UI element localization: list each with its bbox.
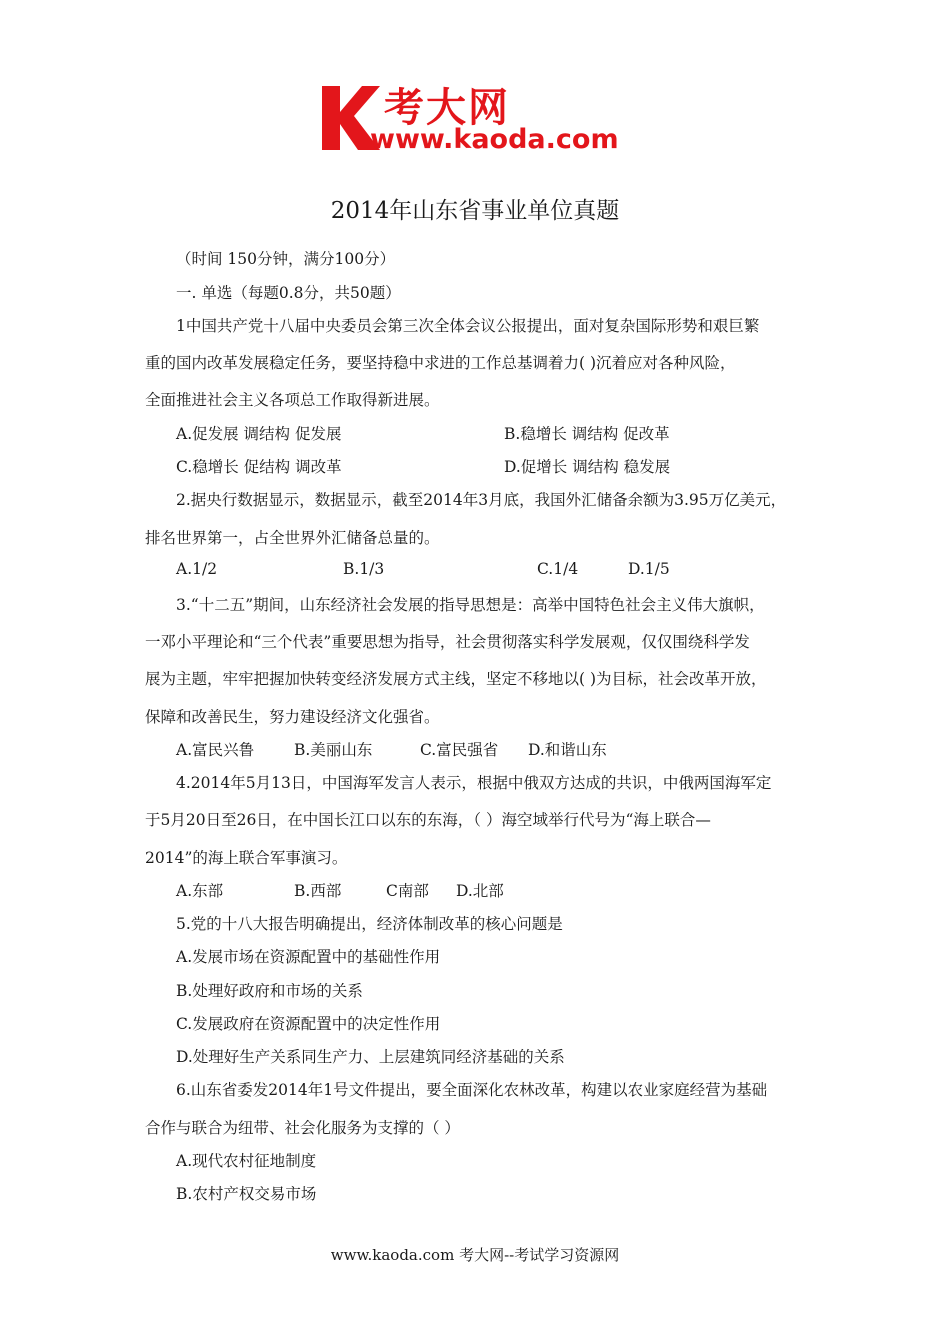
q3-option-b: B.美丽山东 [294, 741, 373, 759]
q3-option-c: C.富民强省 [420, 741, 499, 759]
q3-line-2: 一邓小平理论和“三个代表”重要思想为指导，社会贯彻落实科学发展观，仅仅围绕科学发 [145, 633, 750, 651]
q3-line-1: 3.“十二五”期间，山东经济社会发展的指导思想是：高举中国特色社会主义伟大旗帜， [176, 596, 765, 614]
q2-line-2: 排名世界第一，占全世界外汇储备总量的。 [145, 529, 440, 547]
q6-option-b: B.农村产权交易市场 [176, 1185, 317, 1203]
q4-option-c: C南部 [386, 882, 429, 900]
q1-option-a: A.促发展 调结构 促发展 [176, 425, 342, 443]
q3-line-3: 展为主题，牢牢把握加快转变经济发展方式主线，坚定不移地以( )为目标，社会改革开放， [145, 670, 767, 688]
q2-option-c: C.1/4 [537, 560, 579, 578]
q1-option-b: B.稳增长 调结构 促改革 [504, 425, 670, 443]
q1-line-2: 重的国内改革发展稳定任务，要坚持稳中求进的工作总基调着力( )沉着应对各种风险， [145, 354, 736, 372]
q3-line-4: 保障和改善民生，努力建设经济文化强省。 [145, 708, 440, 726]
q4-line-3: 2014”的海上联合军事演习。 [145, 849, 348, 867]
q2-option-b: B.1/3 [343, 560, 385, 578]
q4-option-a: A.东部 [176, 882, 224, 900]
q1-option-d: D.促增长 调结构 稳发展 [504, 458, 671, 476]
section-heading: 一. 单选（每题0.8分，共50题） [176, 284, 401, 302]
q5-option-a: A.发展市场在资源配置中的基础性作用 [176, 948, 441, 966]
q5-option-c: C.发展政府在资源配置中的决定性作用 [176, 1015, 441, 1033]
exam-meta: （时间 150分钟，满分100分） [176, 250, 396, 268]
q1-line-1: 1中国共产党十八届中央委员会第三次全体会议公报提出，面对复杂国际形势和艰巨繁 [176, 317, 760, 335]
q4-option-d: D.北部 [456, 882, 504, 900]
q2-line-1: 2.据央行数据显示，数据显示，截至2014年3月底，我国外汇储备余额为3.95万亿美元， [176, 491, 787, 509]
q5-stem: 5.党的十八大报告明确提出，经济体制改革的核心问题是 [176, 915, 563, 933]
document-title: 2014年山东省事业单位真题 [330, 198, 620, 224]
kaoda-logo [318, 80, 638, 160]
q1-option-c: C.稳增长 促结构 调改革 [176, 458, 342, 476]
q6-option-a: A.现代农村征地制度 [176, 1152, 317, 1170]
q6-line-2: 合作与联合为纽带、社会化服务为支撑的（ ） [145, 1119, 460, 1137]
logo-url: www.kaoda.com [370, 124, 619, 155]
q4-line-1: 4.2014年5月13日，中国海军发言人表示，根据中俄双方达成的共识，中俄两国海军定 [176, 774, 772, 792]
q5-option-b: B.处理好政府和市场的关系 [176, 982, 363, 1000]
q6-line-1: 6.山东省委发2014年1号文件提出，要全面深化农林改革，构建以农业家庭经营为基础 [176, 1081, 768, 1099]
q5-option-d: D.处理好生产关系同生产力、上层建筑同经济基础的关系 [176, 1048, 565, 1066]
q3-option-d: D.和谐山东 [528, 741, 607, 759]
q3-option-a: A.富民兴鲁 [176, 741, 255, 759]
q1-line-3: 全面推进社会主义各项总工作取得新进展。 [145, 391, 440, 409]
q2-option-d: D.1/5 [628, 560, 670, 578]
page-footer: www.kaoda.com 考大网--考试学习资源网 [330, 1246, 620, 1264]
q4-option-b: B.西部 [294, 882, 342, 900]
q2-option-a: A.1/2 [176, 560, 218, 578]
q4-line-2: 于5月20日至26日，在中国长江口以东的东海，（ ）海空域举行代号为“海上联合— [145, 811, 711, 829]
logo-chinese-name: 考大网 [384, 85, 510, 131]
